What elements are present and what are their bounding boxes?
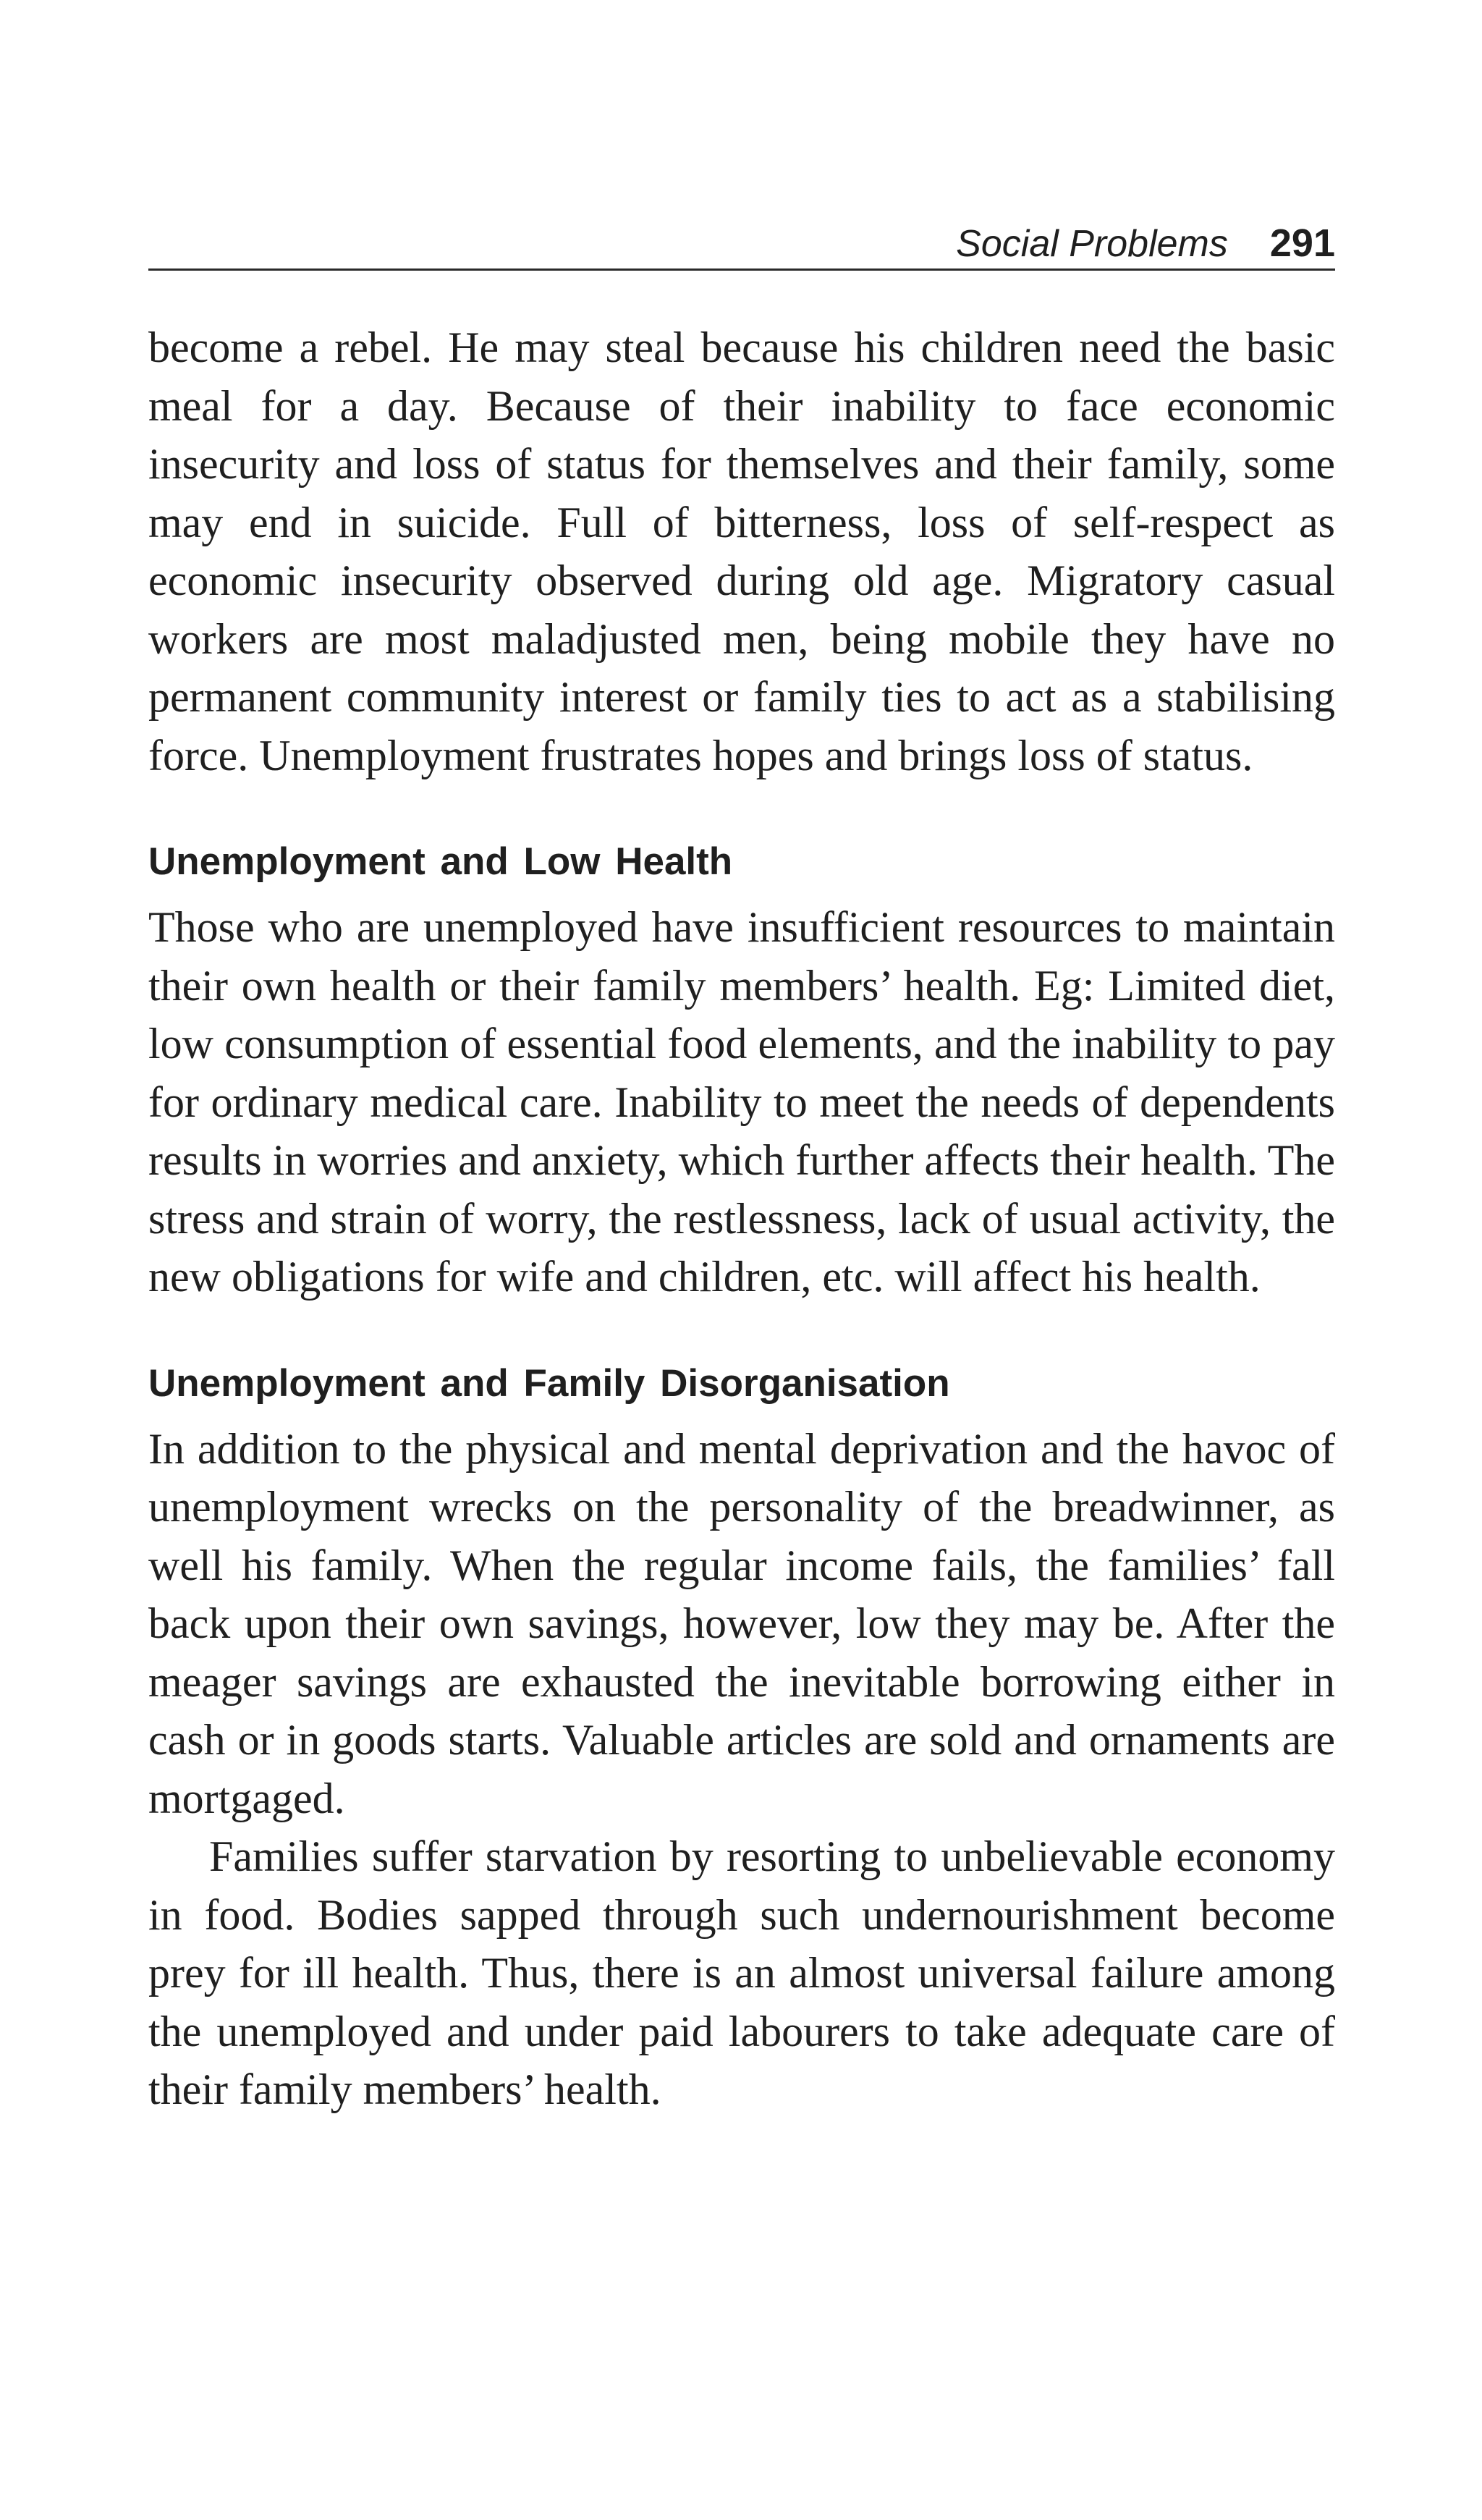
- paragraph-low-health: Those who are unemployed have insufficient resources to maintain their own health or their family members’ health. Eg: Limited diet, low consumption of essential food elements, and the inability to pay for ordinary medical care. Inability to meet the needs of dependents results in worries and anxiety, which further affects their health. The stress and strain of worry, the restlessness, lack of usual activity, the new obligations for wife and children, etc. will affect his health.: [148, 903, 1336, 1301]
- page-content: [148, 318, 1335, 2119]
- paragraph-starvation: Families suffer starvation by resorting to unbelievable economy in food. Bodies sapped through such undernourishment become prey for ill health. Thus, there is an almost universal failure among the unemployed and under paid labourers to take adequate care of their family members’ health.: [148, 1832, 1335, 2113]
- book-page: [148, 0, 1335, 2520]
- running-title: Social Problems: [956, 223, 1228, 265]
- section-heading-family-disorganisation: Unemployment and Family Disorganisation: [148, 1361, 950, 1405]
- page-number: 291: [1269, 221, 1335, 265]
- paragraph-continuation: become a rebel. He may steal because his children need the basic meal for a day. Because of their inability to face economic insecurity and loss of status for themselves and their family, some may end in suicide. Full of bitterness, loss of self-respect as economic insecurity observed during old age. Migratory casual workers are most maladjusted men, being mobile they have no permanent community interest or family ties to act as a stabilising force. Unemployment frustrates hopes and brings loss of status.: [148, 324, 1335, 779]
- section-heading-low-health: Unemployment and Low Health: [148, 840, 733, 883]
- running-header: [148, 208, 1335, 271]
- paragraph-family-disorganisation: In addition to the physical and mental deprivation and the havoc of unemployment wrecks on the personality of the breadwinner, as well his family. When the regular income fails, the families’ fall back upon their own savings, however, low they may be. After the meager savings are exhausted the inevitable borrowing either in cash or in goods starts. Valuable articles are sold and ornaments are mortgaged.: [148, 1424, 1335, 1822]
